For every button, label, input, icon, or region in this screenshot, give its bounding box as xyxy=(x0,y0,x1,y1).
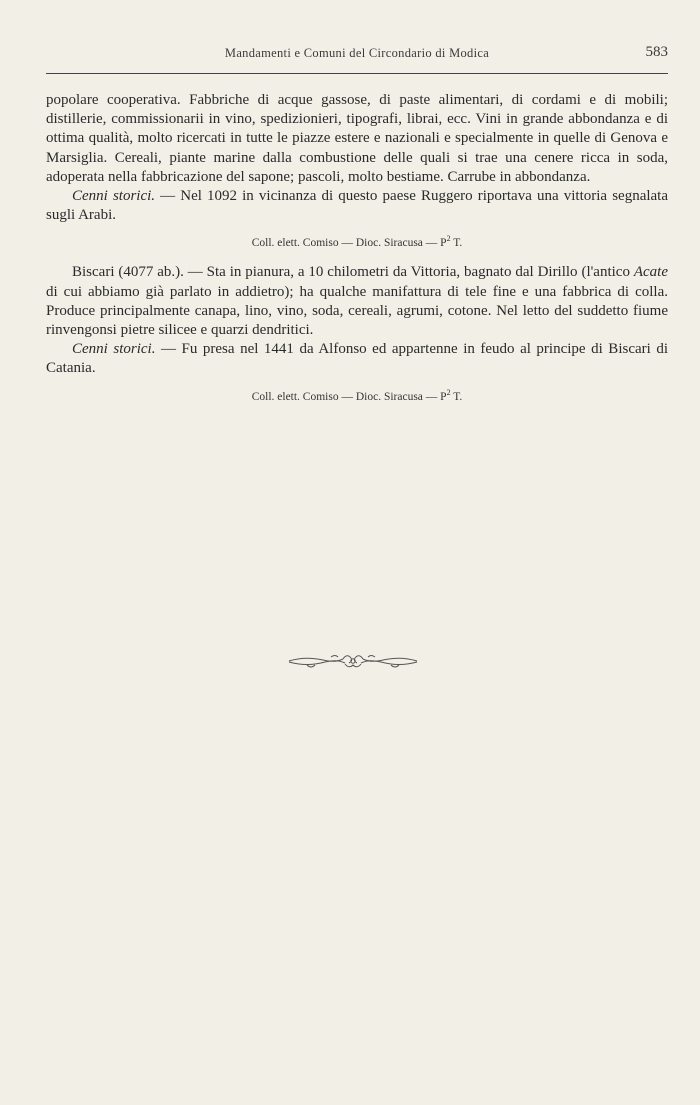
entry-spacer xyxy=(46,251,668,263)
running-head xyxy=(46,42,668,66)
history-label: Cenni storici. xyxy=(72,188,156,205)
entry-text: Biscari (4077 ab.). — Sta in pianura, a 10 chilometri da Vittoria, bagnato dal Dirillo (l'antico xyxy=(72,264,634,281)
history-paragraph xyxy=(46,340,668,378)
colophon-sup: 2 xyxy=(446,387,451,397)
history-paragraph xyxy=(46,187,668,225)
decorative-flourish-icon xyxy=(285,650,421,672)
history-label: Cenni storici. xyxy=(72,341,156,358)
colophon-end: T. xyxy=(450,390,463,403)
body-text xyxy=(46,91,668,405)
entry-paragraph xyxy=(46,91,668,187)
history-text: — Fu presa nel 1441 da Alfonso ed appartenne in feudo al principe di Biscari di Catania. xyxy=(46,341,668,377)
colophon-sup: 2 xyxy=(446,234,451,244)
colophon-end: T. xyxy=(450,237,463,250)
electoral-colophon xyxy=(46,231,668,251)
electoral-colophon xyxy=(46,385,668,405)
header-rule xyxy=(46,73,668,74)
running-title: Mandamenti e Comuni del Circondario di Modica xyxy=(224,46,490,60)
entry-biscari xyxy=(46,263,668,404)
page-number: 583 xyxy=(645,44,668,60)
entry-paragraph xyxy=(46,263,668,340)
colophon-main: Coll. elett. Comiso — Dioc. Siracusa — P xyxy=(251,237,447,250)
entry-continuation xyxy=(46,91,668,251)
history-text: — Nel 1092 in vicinanza di questo paese Ruggero riportava una vittoria segnalata sugli Arabi. xyxy=(46,188,668,224)
colophon-main: Coll. elett. Comiso — Dioc. Siracusa — P xyxy=(251,390,447,403)
entry-text-continued: di cui abbiamo già parlato in addietro); ha qualche manifattura di tele fine e una fabbrica di colla. Produce principalmente canapa, lino, vino, soda, cereali, agrumi, cotone. Nel letto del suddetto fiume rinvengonsi pietre silicee e quarzi dendritici. xyxy=(46,283,668,339)
entry-text: popolare cooperativa. Fabbriche di acque gassose, di paste alimentari, di cordami e di mobili; distillerie, commissionarii in vino, spedizionieri, tipografi, librai, ecc. Vini in grande abbondanza e di ottima qualità, molto ricercati in tutte le piazze estere e nazionali e specialmente in quelle di Genova e Marsiglia. Cereali, piante marine dalla combustione delle quali si trae una cenere ricca in soda, adoperata nella fabbricazione del sapone; pascoli, molto bestiame. Carrube in abbondanza. xyxy=(46,92,668,185)
entry-italic-word: Acate xyxy=(633,264,668,281)
